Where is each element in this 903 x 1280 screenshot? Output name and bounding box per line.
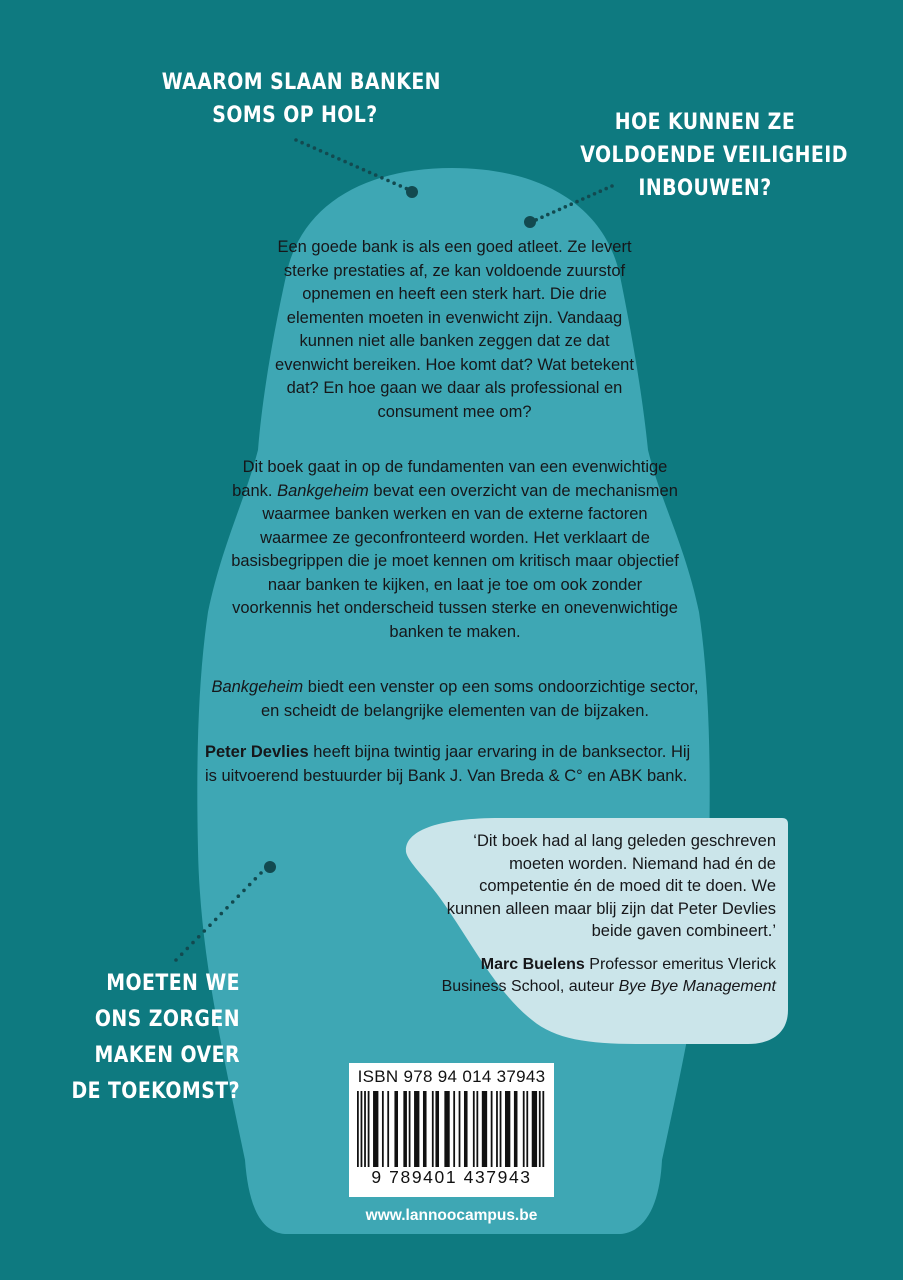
question-line: INBOUWEN? (638, 176, 772, 201)
blurb-text: biedt een venster op een soms ondoorzichtige sector, en scheidt de belangrijke elementen van de bijzaken. (260, 678, 699, 720)
barcode-bar (361, 1091, 363, 1167)
book-title: Bankgeheim (211, 678, 304, 696)
author-bio (205, 741, 705, 788)
barcode-bar (523, 1091, 525, 1167)
blurb-text: bevat een overzicht van de mechanismen waarmee banken werken en van de externe factoren waarmee ze geconfronteerd worden. Het verklaart de basisbegrippen die je moet kennen om kritisch maar objectief naar banken te kijken, en laat je toe om ook zonder voorkennis het onderscheid tussen sterke en onevenwichtige banken te maken. (231, 481, 679, 641)
endorser-role: Professor emeritus Vlerick Business School, auteur (441, 956, 776, 995)
barcode-bar (459, 1091, 461, 1167)
blurb-paragraph-1: Een goede bank is als een goed atleet. Ze levert sterke prestaties af, ze kan voldoende zuurstof opnemen en heeft een sterk hart. Die drie elementen moeten in evenwicht zijn. Vandaag kunnen niet alle banken zeggen dat ze dat evenwicht bereiken. Hoe komt dat? Wat betekent dat? En hoe gaan we daar als professional en consument mee om? (275, 238, 634, 421)
barcode-bar (500, 1091, 502, 1167)
barcode-bar (464, 1091, 468, 1167)
blurb-paragraph-2 (230, 456, 680, 644)
barcode-bar (542, 1091, 544, 1167)
endorsement-quote: ‘Dit boek had al lang geleden geschreven moeten worden. Niemand had én de competentie én de moed dit te doen. We kunnen alleen maar blij zijn dat Peter Devlies beide gaven combineert.’ (446, 832, 776, 940)
barcode-bar (526, 1091, 528, 1167)
barcode-bar (364, 1091, 366, 1167)
question-line: ONS ZORGEN (94, 1007, 240, 1032)
barcode-bar (432, 1091, 434, 1167)
question-bottom-left (68, 966, 240, 1110)
barcode-bar (403, 1091, 407, 1167)
barcode-bar (409, 1091, 411, 1167)
barcode-bar (473, 1091, 475, 1167)
barcode-bar (444, 1091, 449, 1167)
barcode (349, 1063, 554, 1197)
blurb-paragraph-3 (205, 676, 705, 723)
isbn-label: ISBN 978 94 014 37943 (357, 1067, 546, 1086)
barcode-bar (382, 1091, 384, 1167)
question-line: WAAROM SLAAN BANKEN (161, 70, 441, 95)
barcode-bar (482, 1091, 487, 1167)
barcode-bar (532, 1091, 537, 1167)
barcode-bar (539, 1091, 541, 1167)
barcode-bar (373, 1091, 378, 1167)
question-top-left (161, 66, 441, 132)
question-top-right (580, 106, 848, 205)
endorsement-attribution (430, 954, 776, 998)
barcode-bar (514, 1091, 518, 1167)
question-line: MOETEN WE (106, 971, 240, 996)
barcode-bar (394, 1091, 398, 1167)
endorser-name: Marc Buelens (480, 956, 585, 973)
ean-number: 9 789401 437943 (371, 1167, 532, 1187)
author-name: Peter Devlies (205, 743, 309, 761)
barcode-bar (357, 1091, 359, 1167)
barcode-bar (414, 1091, 419, 1167)
question-line: HOE KUNNEN ZE (614, 110, 796, 135)
publisher-website: www.lannoocampus.be (365, 1207, 538, 1224)
question-line: SOMS OP HOL? (212, 103, 378, 128)
barcode-bar (435, 1091, 439, 1167)
endorser-book: Bye Bye Management (618, 978, 776, 995)
barcode-bar (423, 1091, 427, 1167)
barcode-bar (453, 1091, 455, 1167)
barcode-bar (505, 1091, 510, 1167)
barcode-bar (476, 1091, 478, 1167)
barcode-bar (387, 1091, 389, 1167)
question-line: VOLDOENDE VEILIGHEID (580, 143, 848, 168)
barcode-bars (357, 1091, 546, 1167)
question-line: DE TOEKOMST? (71, 1079, 240, 1104)
author-bio-text: heeft bijna twintig jaar ervaring in de banksector. Hij is uitvoerend bestuurder bij Bank J. Van Breda & C° en ABK bank. (205, 743, 691, 785)
book-title: Bankgeheim (277, 481, 369, 500)
blurb-text: Dit boek gaat in op de fundamenten van een evenwichtige bank. (232, 458, 668, 500)
barcode-bar (496, 1091, 498, 1167)
question-line: MAKEN OVER (94, 1043, 240, 1068)
barcode-bar (368, 1091, 370, 1167)
barcode-bar (491, 1091, 493, 1167)
